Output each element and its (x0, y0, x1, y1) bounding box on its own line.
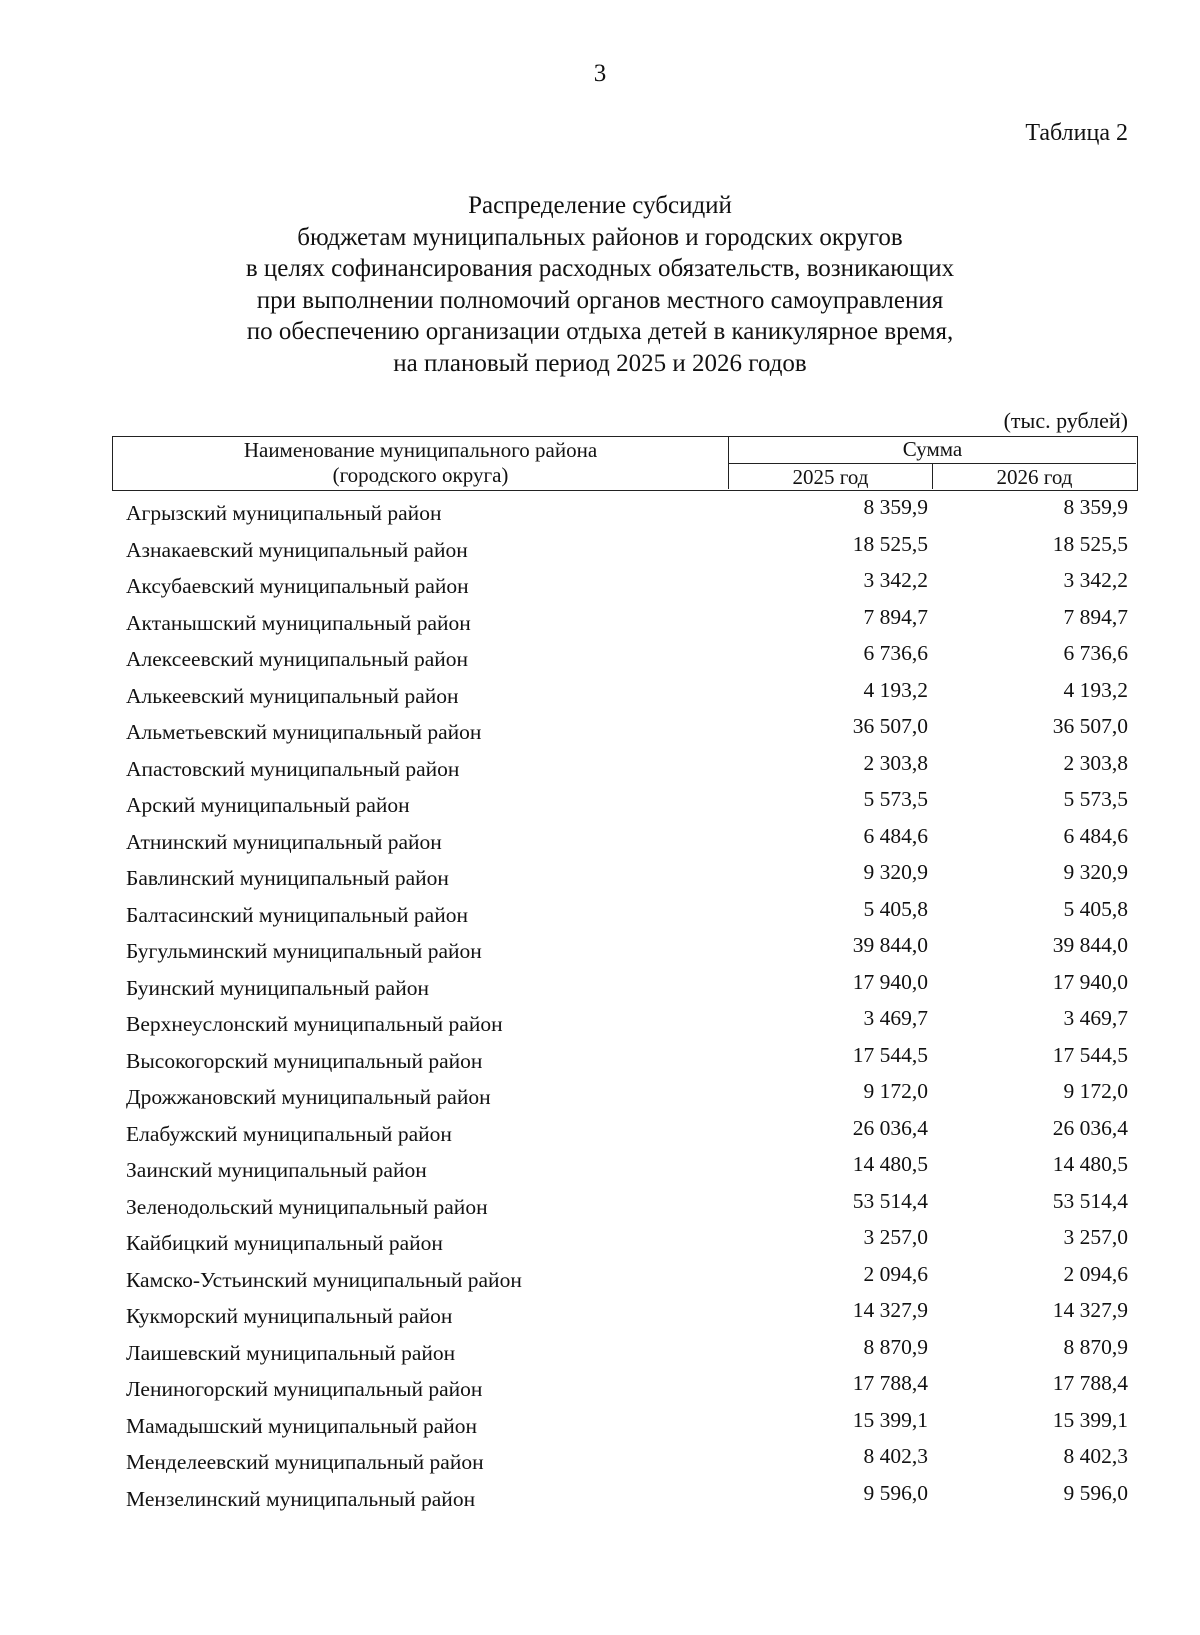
district-name: Аксубаевский муниципальный район (126, 574, 469, 598)
amount-2026: 18 525,5 (1052, 531, 1128, 556)
title-line: при выполнении полномочий органов местного самоуправления (256, 286, 944, 314)
table-row (112, 1478, 1138, 1515)
table-row (112, 1295, 1138, 1332)
header-name-line2: (городского округа) (332, 463, 509, 487)
amount-2026: 5 573,5 (1063, 787, 1128, 811)
table-row (112, 1441, 1138, 1478)
district-name: Заинский муниципальный район (126, 1158, 427, 1182)
district-name: Высокогорский муниципальный район (126, 1048, 483, 1073)
amount-2026: 8 359,9 (1063, 495, 1128, 519)
amount-2025: 3 342,2 (863, 568, 928, 592)
header-year-2025: 2025 год (729, 464, 933, 489)
table-row (112, 602, 1138, 639)
header-name-cell (113, 437, 729, 489)
amount-2025: 9 320,9 (863, 860, 928, 884)
amount-2025: 8 359,9 (863, 495, 928, 519)
amount-2025: 9 596,0 (863, 1480, 928, 1505)
amount-2026: 3 257,0 (1063, 1225, 1128, 1249)
district-name: Арский муниципальный район (126, 793, 410, 817)
amount-2025: 17 940,0 (852, 969, 928, 994)
table-row (112, 1149, 1138, 1186)
table-row (112, 930, 1138, 967)
amount-2026: 2 094,6 (1063, 1261, 1128, 1286)
amount-2026: 26 036,4 (1052, 1115, 1128, 1140)
header-year-2026: 2026 год (996, 465, 1073, 489)
table-row (112, 638, 1138, 675)
district-name: Зеленодольский муниципальный район (126, 1194, 488, 1219)
amount-2026: 2 303,8 (1063, 750, 1128, 775)
district-name: Буинский муниципальный район (126, 975, 429, 1000)
header-sum-cell: Сумма (729, 437, 1136, 464)
title-line: по обеспечению организации отдыха детей в каникулярное время, (246, 318, 954, 345)
amount-2025: 5 405,8 (863, 896, 928, 921)
district-name: Кукморский муниципальный район (126, 1304, 453, 1328)
amount-2026: 14 327,9 (1052, 1298, 1128, 1322)
amount-2025: 6 736,6 (863, 641, 928, 665)
district-name: Апастовский муниципальный район (126, 756, 460, 781)
table-row (112, 1003, 1138, 1040)
amount-2026: 3 469,7 (1063, 1006, 1128, 1030)
district-name: Кайбицкий муниципальный район (126, 1231, 443, 1255)
amount-2026: 8 402,3 (1063, 1444, 1128, 1468)
amount-2026: 14 480,5 (1052, 1152, 1128, 1176)
district-name: Мензелинский муниципальный район (126, 1486, 476, 1511)
amount-2025: 8 870,9 (863, 1334, 928, 1359)
table-row (112, 1040, 1138, 1077)
table-row (112, 1405, 1138, 1442)
amount-2025: 3 469,7 (863, 1006, 928, 1030)
amount-2025: 15 399,1 (852, 1407, 928, 1432)
district-name: Балтасинский муниципальный район (126, 902, 468, 927)
amount-2025: 39 844,0 (852, 933, 928, 957)
amount-2026: 15 399,1 (1052, 1407, 1128, 1432)
table-row (112, 821, 1138, 858)
amount-2025: 5 573,5 (863, 787, 928, 811)
amount-2026: 17 940,0 (1052, 969, 1128, 994)
table-body (112, 492, 1138, 1514)
district-name: Менделеевский муниципальный район (126, 1450, 484, 1474)
amount-2025: 18 525,5 (852, 531, 928, 556)
table-row (112, 748, 1138, 785)
table-row (112, 1186, 1138, 1223)
amount-2025: 7 894,7 (863, 604, 928, 629)
table-row (112, 967, 1138, 1004)
amount-2025: 4 193,2 (863, 677, 928, 702)
district-name: Бавлинский муниципальный район (126, 866, 449, 890)
amount-2026: 7 894,7 (1063, 604, 1128, 629)
table-row (112, 711, 1138, 748)
title-line: бюджетам муниципальных районов и городских округов (297, 223, 903, 251)
district-name: Лениногорский муниципальный район (126, 1377, 483, 1401)
amount-2026: 53 514,4 (1052, 1188, 1128, 1213)
amount-2026: 4 193,2 (1063, 677, 1128, 702)
amount-2026: 17 788,4 (1052, 1371, 1128, 1395)
amount-2025: 14 327,9 (852, 1298, 928, 1322)
amount-2025: 53 514,4 (852, 1188, 928, 1213)
table-row (112, 1113, 1138, 1150)
district-name: Мамадышский муниципальный район (126, 1413, 478, 1438)
title-line: в целях софинансирования расходных обязательств, возникающих (245, 255, 955, 282)
table-row (112, 894, 1138, 931)
table-row (112, 565, 1138, 602)
amount-2026: 9 320,9 (1063, 860, 1128, 884)
amount-2025: 9 172,0 (863, 1079, 928, 1103)
amount-2025: 26 036,4 (852, 1115, 928, 1140)
amount-2025: 8 402,3 (863, 1444, 928, 1468)
table-row (112, 857, 1138, 894)
district-name: Алькеевский муниципальный район (126, 683, 459, 708)
table-row (112, 529, 1138, 566)
amount-2025: 36 507,0 (852, 714, 928, 738)
table-row (112, 492, 1138, 529)
amount-2026: 9 172,0 (1063, 1079, 1128, 1103)
amount-2025: 14 480,5 (852, 1152, 928, 1176)
amount-2026: 39 844,0 (1052, 933, 1128, 957)
table-row (112, 1076, 1138, 1113)
table-row (112, 1368, 1138, 1405)
table-header (112, 436, 1138, 491)
amount-2026: 6 736,6 (1063, 641, 1128, 665)
table-row (112, 1259, 1138, 1296)
district-name: Альметьевский муниципальный район (126, 720, 482, 744)
district-name: Актанышский муниципальный район (126, 610, 471, 635)
district-name: Верхнеуслонский муниципальный район (126, 1012, 503, 1036)
amount-2026: 17 544,5 (1052, 1042, 1128, 1067)
amount-2026: 5 405,8 (1063, 896, 1128, 921)
units-label: (тыс. рублей) (1003, 408, 1128, 433)
table-row (112, 675, 1138, 712)
amount-2026: 9 596,0 (1063, 1480, 1128, 1505)
amount-2025: 6 484,6 (863, 823, 928, 848)
table-label: Таблица 2 (1025, 120, 1128, 146)
amount-2025: 17 544,5 (852, 1042, 928, 1067)
document-title (150, 190, 1050, 379)
district-name: Агрызский муниципальный район (126, 501, 442, 525)
amount-2026: 3 342,2 (1063, 568, 1128, 592)
amount-2025: 17 788,4 (852, 1371, 928, 1395)
table-row (112, 784, 1138, 821)
amount-2025: 2 094,6 (863, 1261, 928, 1286)
district-name: Бугульминский муниципальный район (126, 939, 482, 963)
district-name: Лаишевский муниципальный район (126, 1340, 456, 1365)
amount-2026: 6 484,6 (1063, 823, 1128, 848)
header-name-line1: Наименование муниципального района (243, 438, 598, 462)
district-name: Камско-Устьинский муниципальный район (126, 1267, 522, 1292)
title-line: на плановый период 2025 и 2026 годов (393, 349, 807, 377)
page-number: 3 (593, 60, 607, 87)
amount-2026: 8 870,9 (1063, 1334, 1128, 1359)
amount-2025: 3 257,0 (863, 1225, 928, 1249)
table-row (112, 1332, 1138, 1369)
amount-2026: 36 507,0 (1052, 714, 1128, 738)
amount-2025: 2 303,8 (863, 750, 928, 775)
table-row (112, 1222, 1138, 1259)
title-line: Распределение субсидий (468, 192, 732, 219)
district-name: Елабужский муниципальный район (126, 1121, 452, 1146)
district-name: Дрожжановский муниципальный район (126, 1085, 491, 1109)
district-name: Азнакаевский муниципальный район (126, 537, 468, 562)
district-name: Атнинский муниципальный район (126, 829, 442, 854)
district-name: Алексеевский муниципальный район (126, 647, 469, 671)
